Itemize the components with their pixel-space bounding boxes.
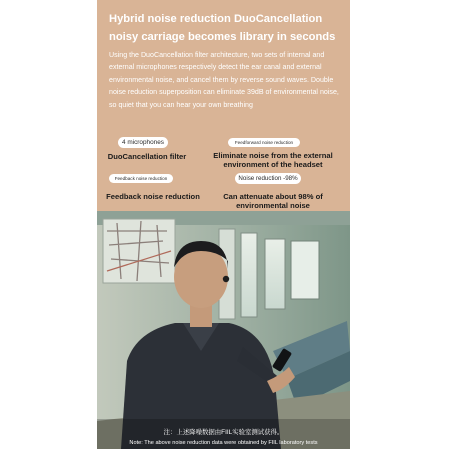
description-text: Using the DuoCancellation filter architecture, two sets of internal and external microphones respectively detect the ear canal and external environmental noise, and cancel them by reverse sound waves. Double noise reduction superposition can eliminate 39dB of environmental noise, so quiet that you can hear your own breathing	[109, 51, 339, 109]
feature-section	[97, 0, 350, 211]
headline: Hybrid noise reduction DuoCancellation noisy carriage becomes library in seconds	[109, 13, 336, 43]
feature-tag-reduction-percent: Noise reduction -98%	[235, 173, 301, 184]
subway-photo	[97, 211, 350, 449]
man-with-earbuds-image	[97, 211, 350, 449]
product-panel	[97, 0, 350, 449]
note-chinese: 注：上述降噪数据由FIIL实验室测试获得。	[163, 429, 284, 436]
feature-tag-microphones: 4 microphones	[118, 137, 168, 148]
feature-caption-attenuate: Can attenuate about 98% of environmental noise	[223, 192, 323, 210]
note-english: Note: The above noise reduction data were obtained by FIIL laboratory tests	[129, 440, 318, 446]
feature-tag-feedforward: Feedforward noise reduction	[228, 138, 300, 147]
feature-tag-feedback: Feedback noise reduction	[109, 174, 173, 183]
feature-caption-external-noise: Eliminate noise from the external environment of the headset	[213, 151, 333, 169]
feature-caption-feedback: Feedback noise reduction	[106, 192, 200, 201]
feature-caption-filter: DuoCancellation filter	[107, 152, 187, 161]
